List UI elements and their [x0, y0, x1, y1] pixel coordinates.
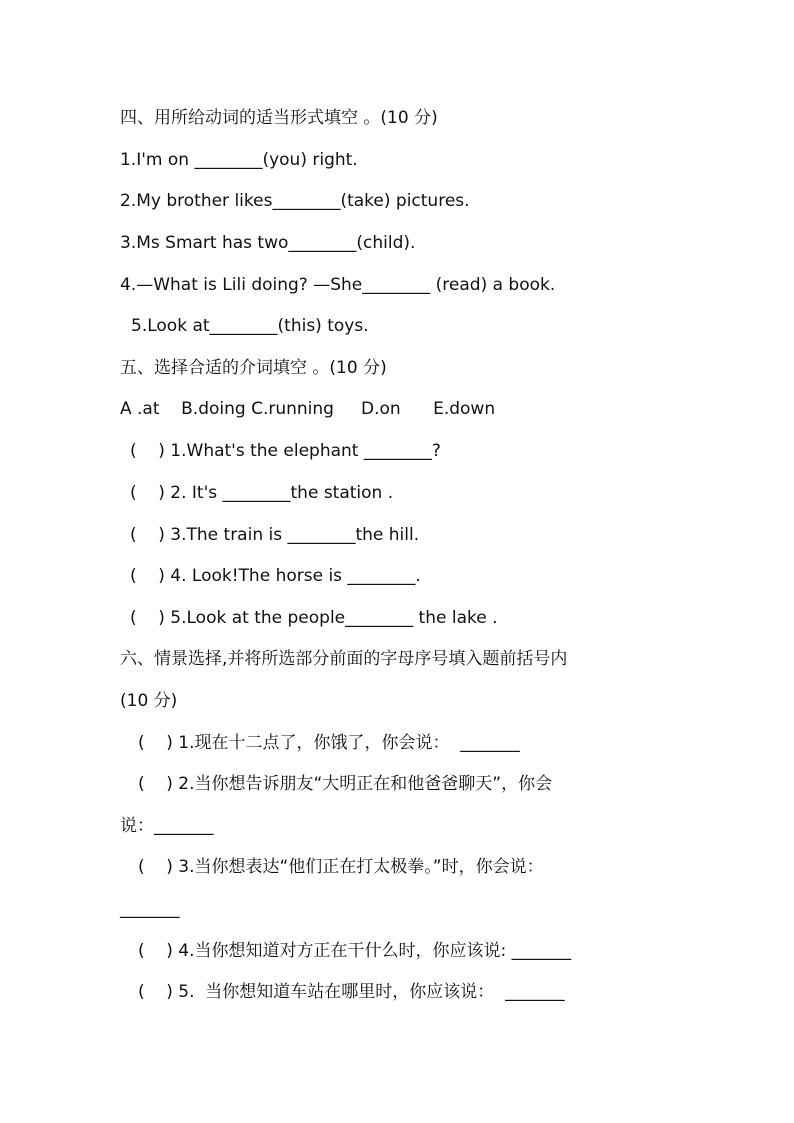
section5-item-5: ( ) 5.Look at the people________ the lake . — [130, 608, 498, 628]
section5-item-2: ( ) 2. It's ________the station . — [130, 483, 394, 503]
section6-item-2: ( ) 2.当你想告诉朋友“大明正在和他爸爸聊天”，你会 — [138, 774, 553, 794]
section6-heading-points: (10 分) — [120, 691, 178, 711]
section4-item-5: 5.Look at________(this) toys. — [131, 316, 369, 336]
section5-item-1: ( ) 1.What's the elephant ________? — [130, 441, 441, 461]
section6-item-3: ( ) 3.当你想表达“他们正在打太极拳。”时，你会说： — [138, 857, 544, 877]
section6-item-3-continued: _______ — [120, 899, 180, 919]
section4-item-3: 3.Ms Smart has two________(child). — [120, 233, 416, 253]
section4-item-2: 2.My brother likes________(take) pictures. — [120, 191, 470, 211]
section5-item-4: ( ) 4. Look!The horse is ________. — [130, 566, 421, 586]
section5-heading: 五、选择合适的介词填空 。(10 分) — [120, 358, 387, 378]
section5-item-3: ( ) 3.The train is ________the hill. — [130, 525, 420, 545]
section6-item-2-continued: 说：_______ — [120, 816, 214, 836]
section4-item-4: 4.—What is Lili doing? —She________ (read) a book. — [120, 275, 556, 295]
section6-item-4: ( ) 4.当你想知道对方正在干什么时，你应该说: _______ — [138, 941, 572, 961]
section6-heading: 六、情景选择,并将所选部分前面的字母序号填入题前括号内 — [120, 649, 568, 669]
section6-item-1: ( ) 1.现在十二点了，你饿了，你会说： _______ — [138, 733, 520, 753]
section4-heading: 四、用所给动词的适当形式填空 。(10 分) — [120, 108, 438, 128]
section4-item-1: 1.I'm on ________(you) right. — [120, 150, 358, 170]
section5-options: A .at B.doing C.running D.on E.down — [120, 399, 496, 419]
section6-item-5: ( ) 5. 当你想知道车站在哪里时，你应该说： _______ — [138, 982, 565, 1002]
